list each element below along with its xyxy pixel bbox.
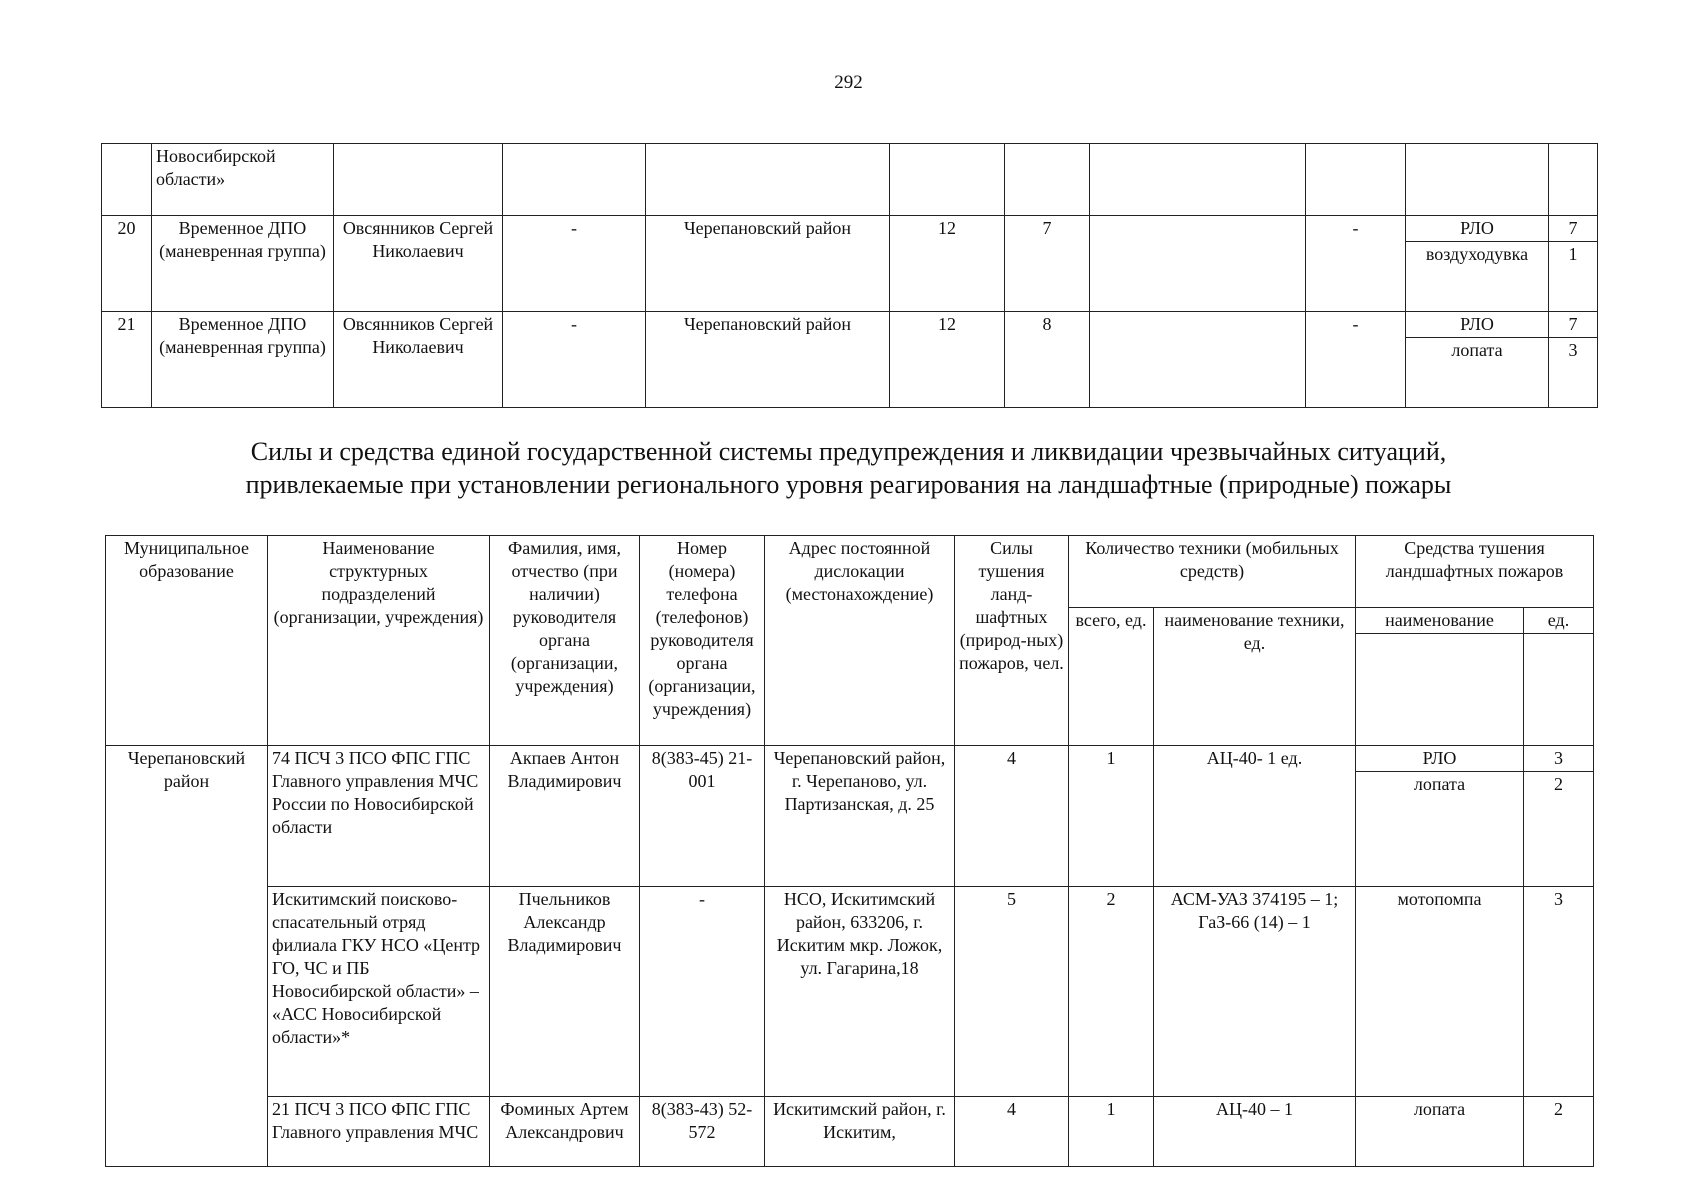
tech-dash: - <box>1306 216 1406 312</box>
tech-total: 7 <box>1005 216 1090 312</box>
means-qty-cell: 2 <box>1524 772 1594 887</box>
unit-name: Новосибирской области» <box>152 144 334 216</box>
header-tech-total: всего, ед. <box>1069 608 1154 746</box>
forces-cell: 4 <box>955 746 1069 887</box>
phone: - <box>503 216 646 312</box>
top-table-continuation <box>101 143 1598 408</box>
tech-name <box>1090 312 1306 408</box>
phone-cell: 8(383-45) 21-001 <box>640 746 765 887</box>
means-name-cell: лопата <box>1356 772 1524 887</box>
address-cell: Черепановский район, г. Черепаново, ул. Партизанская, д. 25 <box>765 746 955 887</box>
table-row <box>102 312 1598 338</box>
tech-name-cell: АЦ-40- 1 ед. <box>1154 746 1356 887</box>
unit-cell: 74 ПСЧ 3 ПСО ФПС ГПС Главного управления МЧС России по Новосибирской области <box>268 746 490 887</box>
table-row <box>102 216 1598 242</box>
address-cell: НСО, Искитимский район, 633206, г. Искитим мкр. Ложок, ул. Гагарина,18 <box>765 887 955 1097</box>
header-tech-name: наименование техники, ед. <box>1154 608 1356 746</box>
head-name: Овсянников Сергей Николаевич <box>334 216 503 312</box>
address: Черепановский район <box>646 312 890 408</box>
address-cell: Искитимский район, г. Искитим, <box>765 1097 955 1167</box>
phone-cell: 8(383-43) 52-572 <box>640 1097 765 1167</box>
header-municipality: Муниципальное образование <box>106 536 268 746</box>
phone: - <box>503 312 646 408</box>
municipality-cell: Черепановский район <box>106 746 268 1167</box>
means-qty-cell: 3 <box>1524 887 1594 1097</box>
means-qty-cell: 3 <box>1524 746 1594 772</box>
header-means-group: Средства тушения ландшафтных пожаров <box>1356 536 1594 608</box>
means-name: лопата <box>1406 338 1549 408</box>
header-unit: Наименование структурных подразделений (организации, учреждения) <box>268 536 490 746</box>
head-cell: Фоминых Артем Александрович <box>490 1097 640 1167</box>
means-name: воздуходувка <box>1406 242 1549 312</box>
phone-cell: - <box>640 887 765 1097</box>
unit-name: Временное ДПО (маневренная группа) <box>152 312 334 408</box>
tech-name <box>1090 216 1306 312</box>
tech-name-cell: АСМ-УАЗ 374195 – 1; ГаЗ-66 (14) – 1 <box>1154 887 1356 1097</box>
means-qty: 1 <box>1549 242 1598 312</box>
tech-total-cell: 2 <box>1069 887 1154 1097</box>
header-tech-group: Количество техники (мобильных средств) <box>1069 536 1356 608</box>
forces-cell: 5 <box>955 887 1069 1097</box>
table-row <box>106 746 1594 772</box>
header-means-qty: ед. <box>1524 608 1594 634</box>
means-name-cell: лопата <box>1356 1097 1524 1167</box>
tech-dash: - <box>1306 312 1406 408</box>
tech-total-cell: 1 <box>1069 746 1154 887</box>
means-name-cell: РЛО <box>1356 746 1524 772</box>
header-row <box>106 536 1594 608</box>
unit-cell: Искитимский поисково-спасательный отряд филиала ГКУ НСО «Центр ГО, ЧС и ПБ Новосибирской области» – «АСС Новосибирской области»* <box>268 887 490 1097</box>
table-row <box>106 1097 1594 1167</box>
means-name-cell: мотопомпа <box>1356 887 1524 1097</box>
header-address: Адрес постоянной дислокации (местонахождение) <box>765 536 955 746</box>
page-number: 292 <box>834 72 863 93</box>
tech-name-cell: АЦ-40 – 1 <box>1154 1097 1356 1167</box>
head-name: Овсянников Сергей Николаевич <box>334 312 503 408</box>
address: Черепановский район <box>646 216 890 312</box>
table-row <box>102 144 1598 216</box>
means-name: РЛО <box>1406 216 1549 242</box>
heading-line-2: привлекаемые при установлении регионального уровня реагирования на ландшафтные (природные) пожары <box>245 470 1452 499</box>
table-row <box>106 887 1594 1097</box>
section-heading <box>0 435 1697 501</box>
header-head: Фамилия, имя, отчество (при наличии) руководителя органа (организации, учреждения) <box>490 536 640 746</box>
head-cell: Пчельников Александр Владимирович <box>490 887 640 1097</box>
header-forces: Силы тушения ланд-шафтных (природ-ных) пожаров, чел. <box>955 536 1069 746</box>
tech-total-cell: 1 <box>1069 1097 1154 1167</box>
forces-table <box>105 535 1594 1167</box>
means-name: РЛО <box>1406 312 1549 338</box>
unit-cell: 21 ПСЧ 3 ПСО ФПС ГПС Главного управления МЧС <box>268 1097 490 1167</box>
header-phone: Номер (номера) телефона (телефонов) руководителя органа (организации, учреждения) <box>640 536 765 746</box>
tech-total: 8 <box>1005 312 1090 408</box>
means-qty: 7 <box>1549 216 1598 242</box>
unit-name: Временное ДПО (маневренная группа) <box>152 216 334 312</box>
forces: 12 <box>890 216 1005 312</box>
row-number: 20 <box>102 216 152 312</box>
heading-line-1: Силы и средства единой государственной системы предупреждения и ликвидации чрезвычайных ситуаций, <box>250 437 1447 466</box>
means-qty: 3 <box>1549 338 1598 408</box>
row-number: 21 <box>102 312 152 408</box>
header-means-name: наименование <box>1356 608 1524 634</box>
means-qty: 7 <box>1549 312 1598 338</box>
head-cell: Акпаев Антон Владимирович <box>490 746 640 887</box>
forces: 12 <box>890 312 1005 408</box>
forces-cell: 4 <box>955 1097 1069 1167</box>
means-qty-cell: 2 <box>1524 1097 1594 1167</box>
